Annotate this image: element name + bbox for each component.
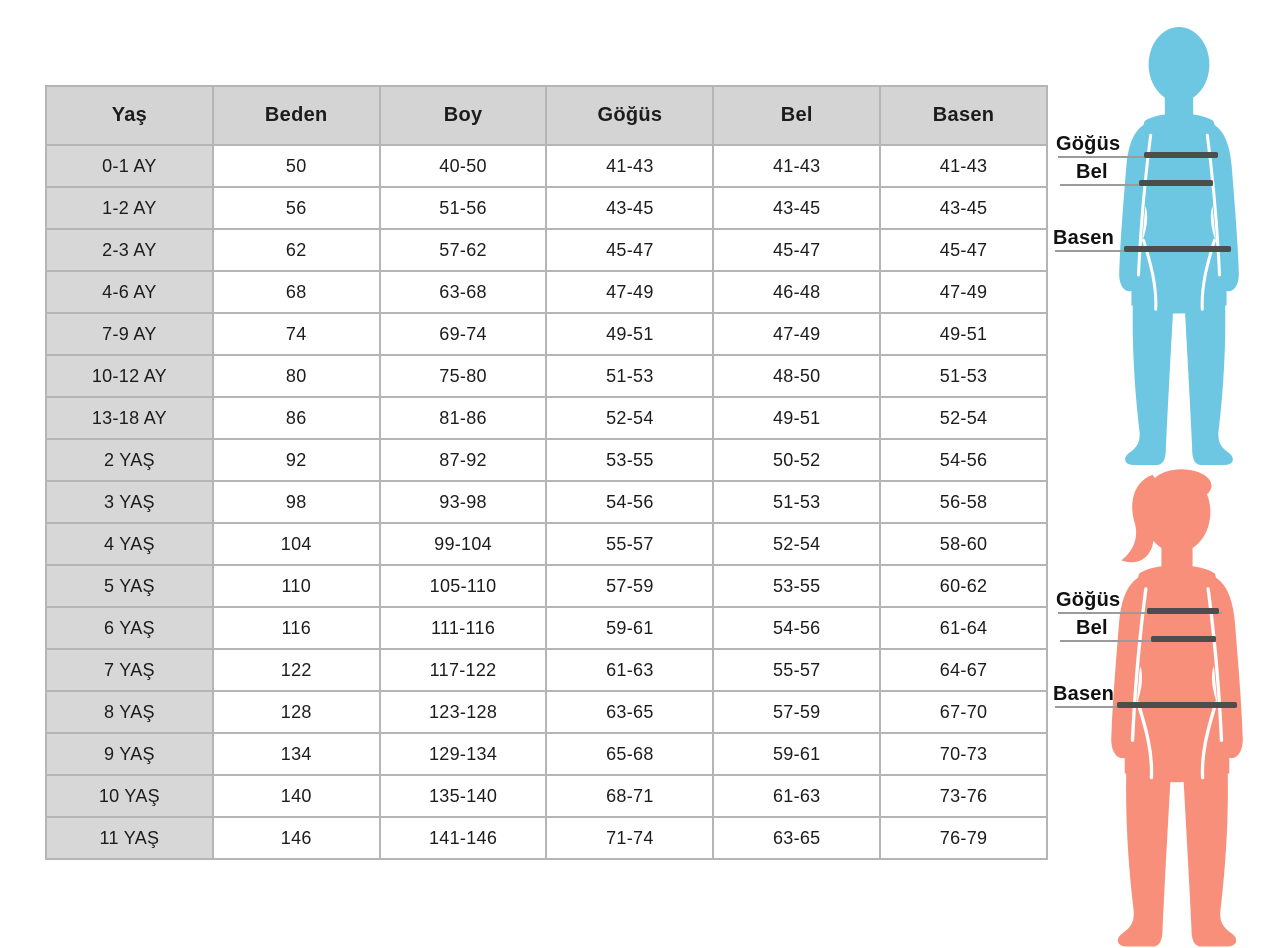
table-cell: 41-43 — [546, 145, 713, 187]
row-age-cell: 7 YAŞ — [46, 649, 213, 691]
table-row — [46, 565, 1047, 607]
table-cell: 68-71 — [546, 775, 713, 817]
table-cell: 57-62 — [380, 229, 547, 271]
hips-label-top-figure: Basen — [1053, 227, 1115, 249]
table-cell: 61-63 — [546, 649, 713, 691]
row-age-cell: 6 YAŞ — [46, 607, 213, 649]
row-age-cell: 2-3 AY — [46, 229, 213, 271]
table-cell: 105-110 — [380, 565, 547, 607]
chest-label-bottom-figure: Göğüs — [1056, 589, 1121, 611]
chest-measure-bar-bottom — [1147, 608, 1219, 614]
table-cell: 65-68 — [546, 733, 713, 775]
table-cell: 55-57 — [713, 649, 880, 691]
table-row — [46, 145, 1047, 187]
row-age-cell: 7-9 AY — [46, 313, 213, 355]
table-cell: 93-98 — [380, 481, 547, 523]
table-cell: 62 — [213, 229, 380, 271]
table-row — [46, 187, 1047, 229]
row-age-cell: 1-2 AY — [46, 187, 213, 229]
row-age-cell: 11 YAŞ — [46, 817, 213, 859]
table-cell: 70-73 — [880, 733, 1047, 775]
table-row — [46, 523, 1047, 565]
table-cell: 57-59 — [713, 691, 880, 733]
size-table-header — [46, 86, 1047, 145]
table-cell: 87-92 — [380, 439, 547, 481]
table-cell: 47-49 — [880, 271, 1047, 313]
table-row — [46, 439, 1047, 481]
table-row — [46, 649, 1047, 691]
row-age-cell: 9 YAŞ — [46, 733, 213, 775]
table-cell: 61-64 — [880, 607, 1047, 649]
table-cell: 50-52 — [713, 439, 880, 481]
table-cell: 122 — [213, 649, 380, 691]
table-cell: 51-53 — [880, 355, 1047, 397]
table-cell: 80 — [213, 355, 380, 397]
table-row — [46, 775, 1047, 817]
table-cell: 54-56 — [546, 481, 713, 523]
row-age-cell: 0-1 AY — [46, 145, 213, 187]
table-cell: 99-104 — [380, 523, 547, 565]
table-cell: 92 — [213, 439, 380, 481]
column-header: Basen — [880, 86, 1047, 145]
table-cell: 60-62 — [880, 565, 1047, 607]
table-cell: 64-67 — [880, 649, 1047, 691]
table-cell: 128 — [213, 691, 380, 733]
table-cell: 81-86 — [380, 397, 547, 439]
hips-measure-bar-bottom — [1117, 702, 1237, 708]
table-cell: 54-56 — [880, 439, 1047, 481]
table-cell: 71-74 — [546, 817, 713, 859]
table-row — [46, 817, 1047, 859]
table-row — [46, 271, 1047, 313]
table-row — [46, 733, 1047, 775]
table-cell: 110 — [213, 565, 380, 607]
table-cell: 140 — [213, 775, 380, 817]
table-cell: 56 — [213, 187, 380, 229]
waist-measure-bar-top — [1139, 180, 1213, 186]
column-header: Yaş — [46, 86, 213, 145]
table-cell: 61-63 — [713, 775, 880, 817]
table-cell: 141-146 — [380, 817, 547, 859]
table-cell: 51-53 — [713, 481, 880, 523]
column-header: Bel — [713, 86, 880, 145]
table-cell: 111-116 — [380, 607, 547, 649]
table-cell: 98 — [213, 481, 380, 523]
chest-measure-bar-top — [1144, 152, 1218, 158]
table-cell: 129-134 — [380, 733, 547, 775]
table-cell: 74 — [213, 313, 380, 355]
row-age-cell: 10 YAŞ — [46, 775, 213, 817]
table-cell: 75-80 — [380, 355, 547, 397]
table-cell: 59-61 — [546, 607, 713, 649]
table-row — [46, 607, 1047, 649]
table-cell: 54-56 — [713, 607, 880, 649]
table-cell: 146 — [213, 817, 380, 859]
table-cell: 73-76 — [880, 775, 1047, 817]
row-age-cell: 3 YAŞ — [46, 481, 213, 523]
table-cell: 48-50 — [713, 355, 880, 397]
row-age-cell: 4-6 AY — [46, 271, 213, 313]
row-age-cell: 8 YAŞ — [46, 691, 213, 733]
table-cell: 46-48 — [713, 271, 880, 313]
table-row — [46, 313, 1047, 355]
table-cell: 47-49 — [546, 271, 713, 313]
table-row — [46, 691, 1047, 733]
table-cell: 49-51 — [880, 313, 1047, 355]
table-cell: 45-47 — [546, 229, 713, 271]
table-cell: 49-51 — [713, 397, 880, 439]
table-cell: 45-47 — [713, 229, 880, 271]
table-cell: 51-56 — [380, 187, 547, 229]
table-cell: 49-51 — [546, 313, 713, 355]
table-cell: 57-59 — [546, 565, 713, 607]
table-cell: 58-60 — [880, 523, 1047, 565]
table-row — [46, 481, 1047, 523]
row-age-cell: 10-12 AY — [46, 355, 213, 397]
table-cell: 59-61 — [713, 733, 880, 775]
table-cell: 47-49 — [713, 313, 880, 355]
waist-label-bottom-figure: Bel — [1076, 617, 1108, 639]
table-cell: 53-55 — [713, 565, 880, 607]
table-cell: 43-45 — [713, 187, 880, 229]
table-cell: 43-45 — [880, 187, 1047, 229]
table-cell: 104 — [213, 523, 380, 565]
table-cell: 86 — [213, 397, 380, 439]
column-header: Beden — [213, 86, 380, 145]
table-cell: 52-54 — [546, 397, 713, 439]
table-cell: 63-65 — [713, 817, 880, 859]
hips-label-bottom-figure: Basen — [1053, 683, 1115, 705]
row-age-cell: 5 YAŞ — [46, 565, 213, 607]
table-cell: 134 — [213, 733, 380, 775]
table-cell: 68 — [213, 271, 380, 313]
size-table — [45, 85, 1048, 860]
table-row — [46, 397, 1047, 439]
row-age-cell: 13-18 AY — [46, 397, 213, 439]
waist-label-top-figure: Bel — [1076, 161, 1108, 183]
table-cell: 51-53 — [546, 355, 713, 397]
table-cell: 53-55 — [546, 439, 713, 481]
table-cell: 123-128 — [380, 691, 547, 733]
waist-measure-bar-bottom — [1151, 636, 1216, 642]
table-cell: 135-140 — [380, 775, 547, 817]
table-cell: 50 — [213, 145, 380, 187]
table-row — [46, 229, 1047, 271]
table-row — [46, 355, 1047, 397]
table-cell: 52-54 — [713, 523, 880, 565]
column-header: Göğüs — [546, 86, 713, 145]
table-cell: 117-122 — [380, 649, 547, 691]
table-cell: 56-58 — [880, 481, 1047, 523]
table-cell: 41-43 — [880, 145, 1047, 187]
column-header: Boy — [380, 86, 547, 145]
header-row — [46, 86, 1047, 145]
row-age-cell: 2 YAŞ — [46, 439, 213, 481]
table-cell: 40-50 — [380, 145, 547, 187]
table-cell: 63-65 — [546, 691, 713, 733]
size-table-body — [46, 145, 1047, 859]
table-cell: 67-70 — [880, 691, 1047, 733]
chest-label-top-figure: Göğüs — [1056, 133, 1121, 155]
table-cell: 52-54 — [880, 397, 1047, 439]
table-cell: 43-45 — [546, 187, 713, 229]
table-cell: 116 — [213, 607, 380, 649]
row-age-cell: 4 YAŞ — [46, 523, 213, 565]
table-cell: 76-79 — [880, 817, 1047, 859]
hips-measure-bar-top — [1124, 246, 1231, 252]
table-cell: 55-57 — [546, 523, 713, 565]
table-cell: 45-47 — [880, 229, 1047, 271]
table-cell: 41-43 — [713, 145, 880, 187]
table-cell: 63-68 — [380, 271, 547, 313]
table-cell: 69-74 — [380, 313, 547, 355]
